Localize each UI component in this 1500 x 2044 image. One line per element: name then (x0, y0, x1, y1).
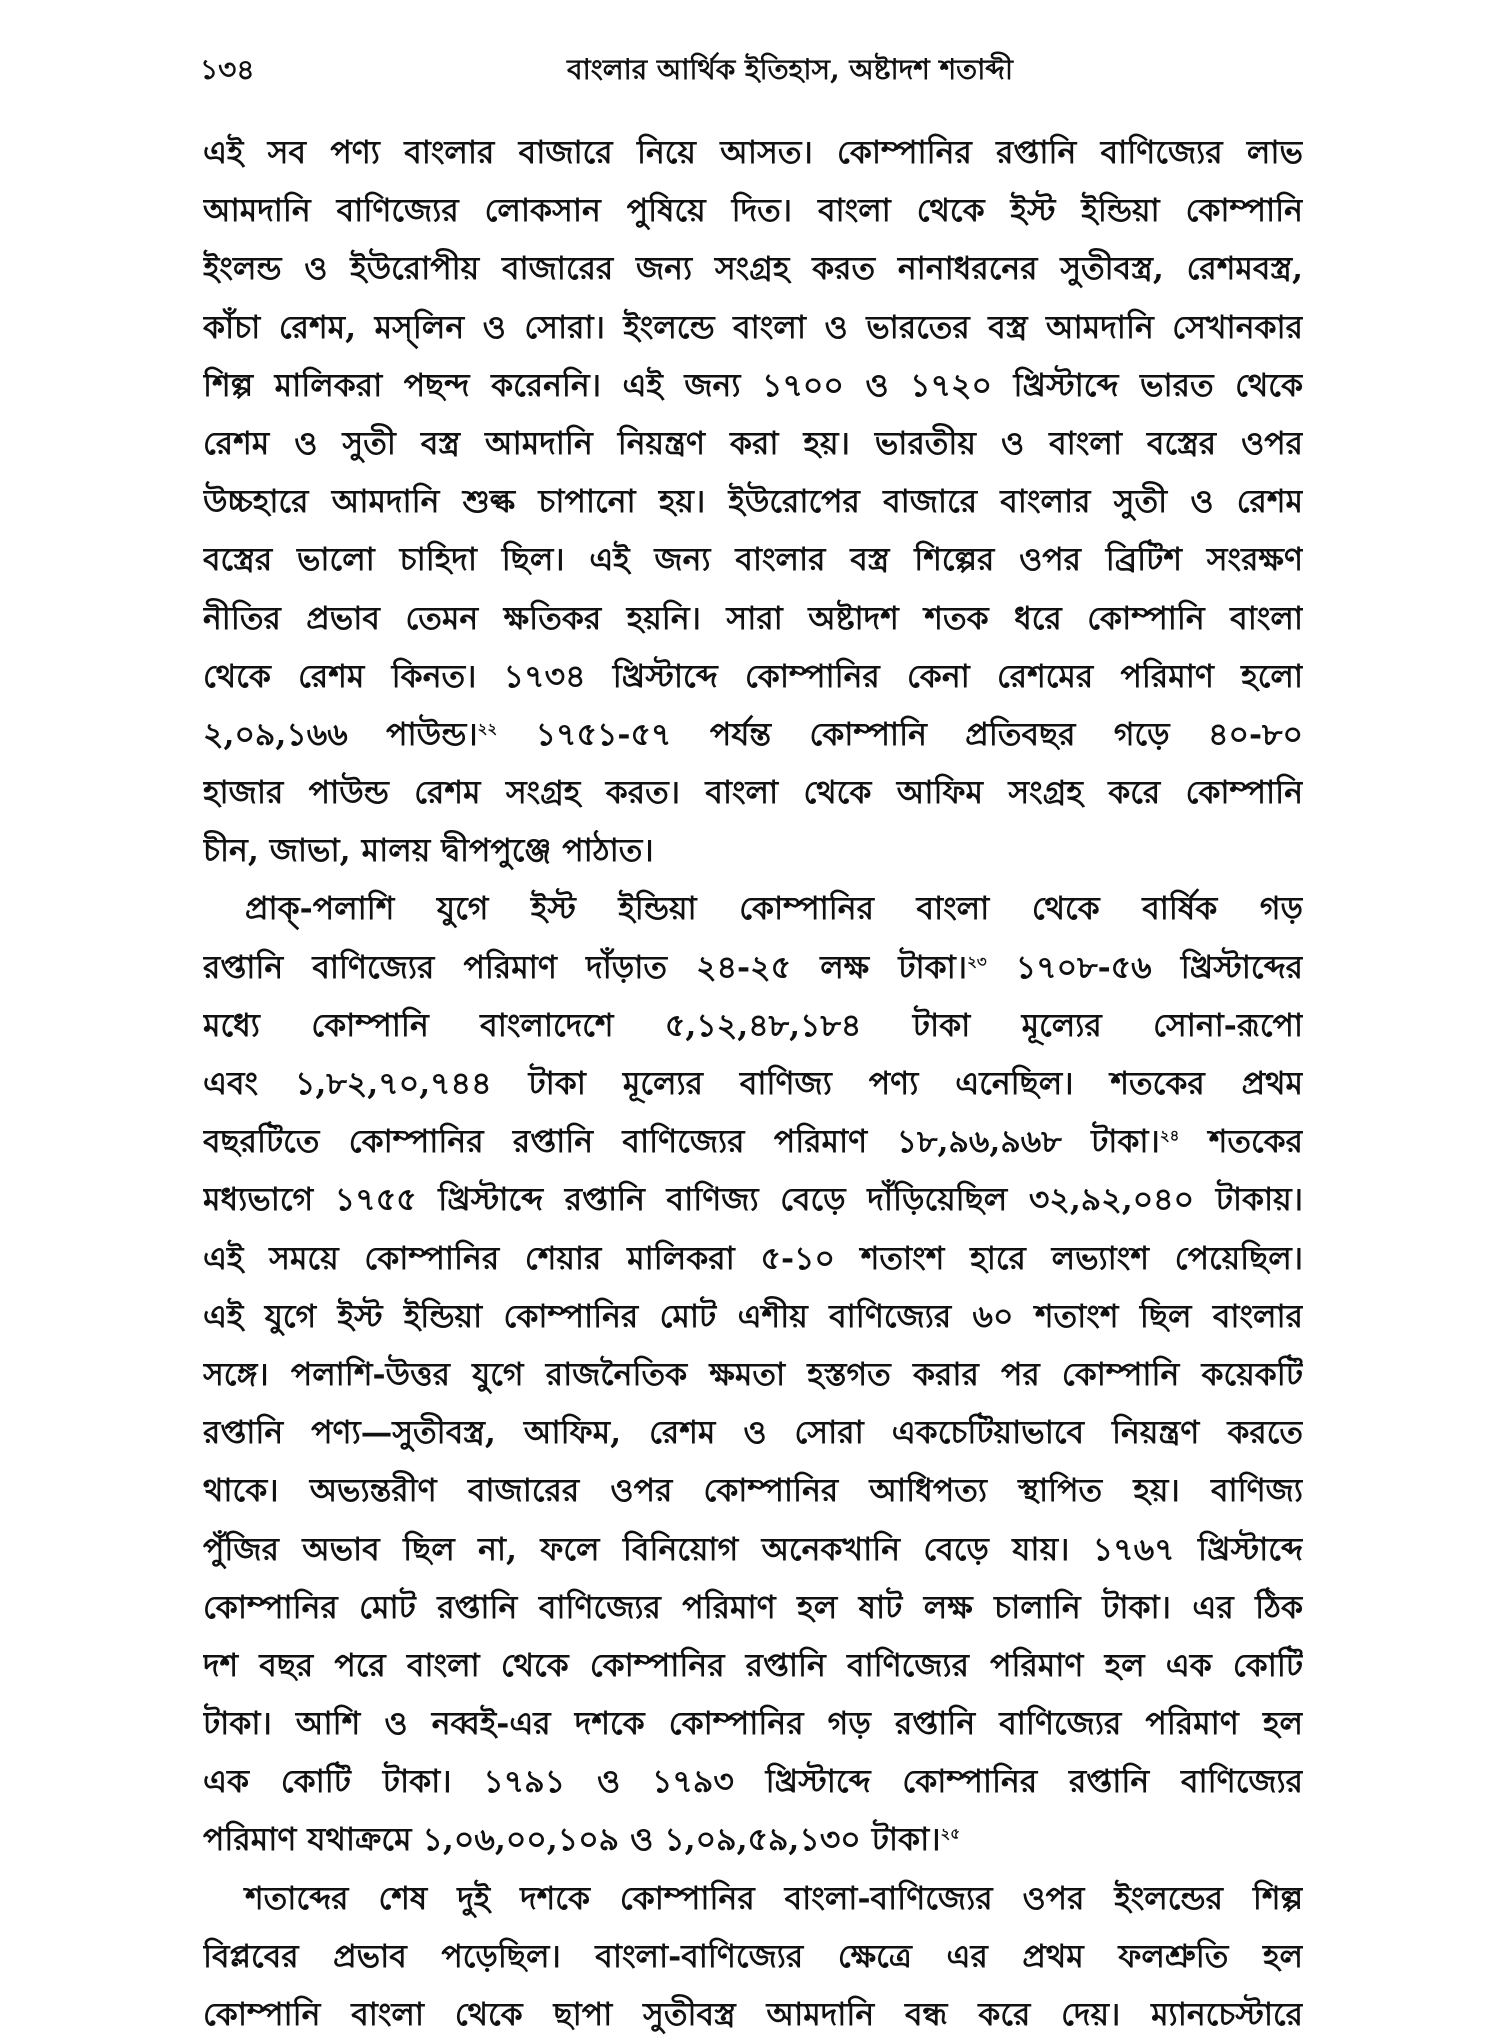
text-line: এবং ১,৮২,৭০,৭৪৪ টাকা মূল্যের বাণিজ্য পণ্য এনেছিল। শতকের প্রথম (203, 1065, 1303, 1102)
text-line: হাজার পাউন্ড রেশম সংগ্রহ করত। বাংলা থেকে আফিম সংগ্রহ করে কোম্পানি (203, 774, 1303, 812)
text-line: কোম্পানির মোট রপ্তানি বাণিজ্যের পরিমাণ হল ষাট লক্ষ চালানি টাকা। এর ঠিক (203, 1588, 1303, 1626)
text-line: থেকে রেশম কিনত। ১৭৩৪ খ্রিস্টাব্দে কোম্পানির কেনা রেশমের পরিমাণ হলো (203, 657, 1303, 695)
text-line: আমদানি বাণিজ্যের লোকসান পুষিয়ে দিত। বাংলা থেকে ইস্ট ইন্ডিয়া কোম্পানি (203, 192, 1303, 230)
text-segment: ১৭০৮-৫৬ খ্রিস্টাব্দের (1015, 948, 1303, 986)
text-line: এই সব পণ্য বাংলার বাজারে নিয়ে আসত। কোম্পানির রপ্তানি বাণিজ্যের লাভ (203, 134, 1303, 171)
text-line (203, 706, 1303, 764)
text-line: কাঁচা রেশম, মস্‌লিন ও সোরা। ইংলন্ডে বাংলা ও ভারতের বস্ত্র আমদানি সেখানকার (203, 308, 1303, 346)
running-title: বাংলার আর্থিক ইতিহাস, অষ্টাদশ শতাব্দী (567, 53, 1013, 86)
body-text (203, 124, 1303, 2044)
text-line (203, 1811, 1303, 1869)
text-line: বিপ্লবের প্রভাব পড়েছিল। বাংলা-বাণিজ্যের ক্ষেত্রে এর প্রথম ফলশ্রুতি হল (203, 1937, 1303, 1975)
text-segment: ১৭৫১-৫৭ পর্যন্ত কোম্পানি প্রতিবছর গড়ে ৪০-৮০ (535, 715, 1303, 753)
running-header (200, 48, 1320, 98)
footnote-marker: ২৫ (940, 1824, 960, 1843)
footnote-marker: ২৩ (967, 952, 987, 971)
text-line: টাকা। আশি ও নব্বই-এর দশকে কোম্পানির গড় রপ্তানি বাণিজ্যের পরিমাণ হল (203, 1705, 1303, 1743)
text-line: রেশম ও সুতী বস্ত্র আমদানি নিয়ন্ত্রণ করা হয়। ভারতীয় ও বাংলা বস্ত্রের ওপর (203, 424, 1303, 462)
text-line: নীতির প্রভাব তেমন ক্ষতিকর হয়নি। সারা অষ্টাদশ শতক ধরে কোম্পানি বাংলা (203, 599, 1303, 637)
footnote-marker: ২২ (477, 719, 498, 738)
text-line: এই যুগে ইস্ট ইন্ডিয়া কোম্পানির মোট এশীয় বাণিজ্যের ৬০ শতাংশ ছিল বাংলার (203, 1297, 1303, 1335)
text-line: শতাব্দের শেষ দুই দশকে কোম্পানির বাংলা-বাণিজ্যের ওপর ইংলন্ডের শিল্প (245, 1879, 1303, 1917)
text-line: কোম্পানি বাংলা থেকে ছাপা সুতীবস্ত্র আমদানি বন্ধ করে দেয়। ম্যানচেস্টারে (203, 1996, 1303, 2033)
text-line: শিল্প মালিকরা পছন্দ করেননি। এই জন্য ১৭০০ ও ১৭২০ খ্রিস্টাব্দে ভারত থেকে (203, 366, 1303, 404)
text-line: সঙ্গে। পলাশি-উত্তর যুগে রাজনৈতিক ক্ষমতা হস্তগত করার পর কোম্পানি কয়েকটি (203, 1355, 1303, 1393)
text-line: দশ বছর পরে বাংলা থেকে কোম্পানির রপ্তানি বাণিজ্যের পরিমাণ হল এক কোটি (203, 1646, 1303, 1684)
text-segment: ২,০৯,১৬৬ পাউন্ড। (203, 715, 478, 753)
text-segment: পরিমাণ যথাক্রমে ১,০৬,০০,১০৯ ও ১,০৯,৫৯,১৩০ টাকা। (203, 1821, 941, 1859)
footnote-marker: ২৪ (1159, 1126, 1180, 1145)
text-line: রপ্তানি পণ্য—সুতীবস্ত্র, আফিম, রেশম ও সোরা একচেটিয়াভাবে নিয়ন্ত্রণ করতে (203, 1414, 1303, 1452)
text-line: মধ্যভাগে ১৭৫৫ খ্রিস্টাব্দে রপ্তানি বাণিজ্য বেড়ে দাঁড়িয়েছিল ৩২,৯২,০৪০ টাকায়। (203, 1181, 1303, 1219)
text-line: উচ্চহারে আমদানি শুল্ক চাপানো হয়। ইউরোপের বাজারে বাংলার সুতী ও রেশম (203, 483, 1303, 521)
text-line: থাকে। অভ্যন্তরীণ বাজারের ওপর কোম্পানির আধিপত্য স্থাপিত হয়। বাণিজ্য (203, 1472, 1303, 1510)
text-segment: শতকের (1208, 1123, 1303, 1161)
text-line: ইংলন্ড ও ইউরোপীয় বাজারের জন্য সংগ্রহ করত নানাধরনের সুতীবস্ত্র, রেশমবস্ত্র, (203, 250, 1303, 288)
text-line: মধ্যে কোম্পানি বাংলাদেশে ৫,১২,৪৮,১৮৪ টাকা মূল্যের সোনা-রূপো (203, 1006, 1303, 1044)
text-line: পুঁজির অভাব ছিল না, ফলে বিনিয়োগ অনেকখানি বেড়ে যায়। ১৭৬৭ খ্রিস্টাব্দে (203, 1530, 1303, 1568)
text-line: চীন, জাভা, মালয় দ্বীপপুঞ্জে পাঠাত। (203, 832, 654, 870)
text-line: বস্ত্রের ভালো চাহিদা ছিল। এই জন্য বাংলার বস্ত্র শিল্পের ওপর ব্রিটিশ সংরক্ষণ (203, 541, 1303, 579)
text-line: এক কোটি টাকা। ১৭৯১ ও ১৭৯৩ খ্রিস্টাব্দে কোম্পানির রপ্তানি বাণিজ্যের (203, 1763, 1303, 1801)
text-line: প্রাক্‌-পলাশি যুগে ইস্ট ইন্ডিয়া কোম্পানির বাংলা থেকে বার্ষিক গড় (245, 890, 1303, 928)
page-number: ১৩৪ (200, 53, 255, 86)
text-line (203, 1113, 1303, 1171)
text-segment: রপ্তানি বাণিজ্যের পরিমাণ দাঁড়াত ২৪-২৫ লক্ষ টাকা। (203, 948, 968, 986)
text-line (203, 939, 1303, 997)
text-segment: বছরটিতে কোম্পানির রপ্তানি বাণিজ্যের পরিমাণ ১৮,৯৬,৯৬৮ টাকা। (203, 1123, 1160, 1161)
text-line: এই সময়ে কোম্পানির শেয়ার মালিকরা ৫-১০ শতাংশ হারে লভ্যাংশ পেয়েছিল। (203, 1239, 1303, 1277)
